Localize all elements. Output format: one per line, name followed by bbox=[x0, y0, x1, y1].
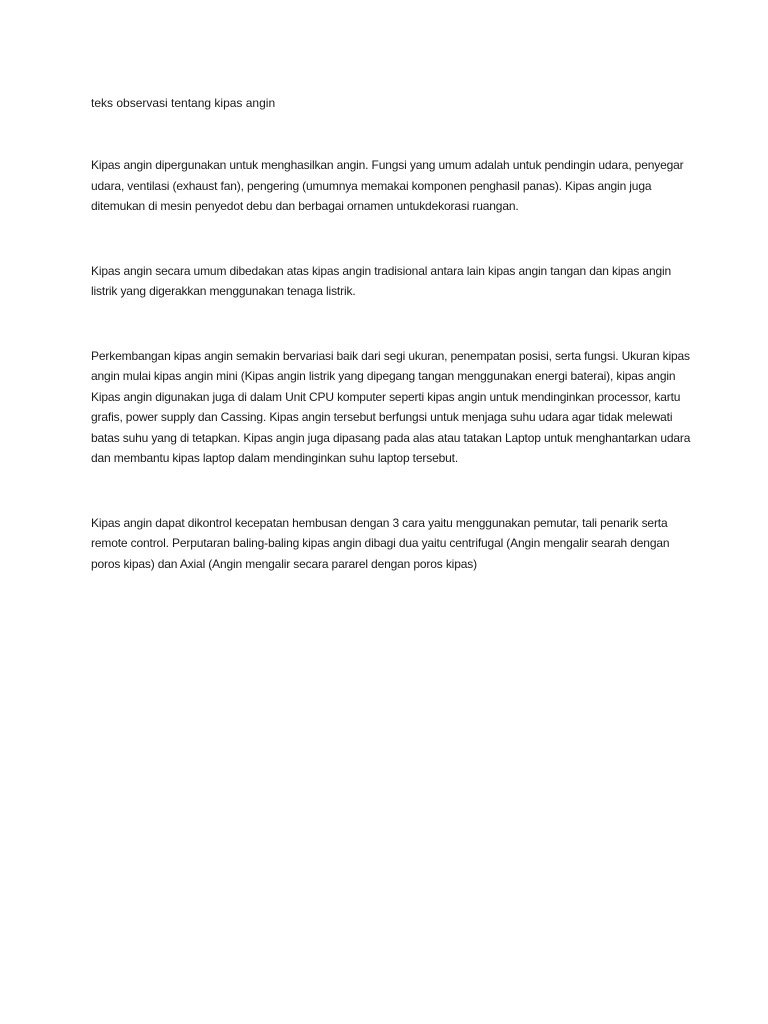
paragraph-2: Kipas angin secara umum dibedakan atas kipas angin tradisional antara lain kipas angin tangan dan kipas angin listrik yang digerakkan menggunakan tenaga listrik. bbox=[91, 263, 672, 298]
paragraph-1: Kipas angin dipergunakan untuk menghasilkan angin. Fungsi yang umum adalah untuk pendingin udara, penyegar udara, ventilasi (exhaust fan), pengering (umumnya memakai komponen penghasil panas). Kipas angin juga ditemukan di mesin penyedot debu dan berbagai ornamen untukdekorasi ruangan. bbox=[91, 158, 684, 213]
paragraph-3: Perkembangan kipas angin semakin bervariasi baik dari segi ukuran, penempatan posisi, serta fungsi. Ukuran kipas angin mulai kipas angin mini (Kipas angin listrik yang dipegang tangan menggunakan energi baterai), kipas angin Kipas angin digunakan juga di dalam Unit CPU komputer seperti kipas angin untuk mendinginkan processor, kartu grafis, power supply dan Cassing. Kipas angin tersebut berfungsi untuk menjaga suhu udara agar tidak melewati batas suhu yang di tetapkan. Kipas angin juga dipasang pada alas atau tatakan Laptop untuk menghantarkan udara dan membantu kipas laptop dalam mendinginkan suhu laptop tersebut. bbox=[91, 348, 691, 465]
document-body bbox=[91, 93, 691, 574]
document-title: teks observasi tentang kipas angin bbox=[91, 96, 276, 110]
paragraph-4: Kipas angin dapat dikontrol kecepatan hembusan dengan 3 cara yaitu menggunakan pemutar, tali penarik serta remote control. Perputaran baling-baling kipas angin dibagi dua yaitu centrifugal (Angin mengalir searah dengan poros kipas) dan Axial (Angin mengalir secara pararel dengan poros kipas) bbox=[91, 515, 670, 571]
